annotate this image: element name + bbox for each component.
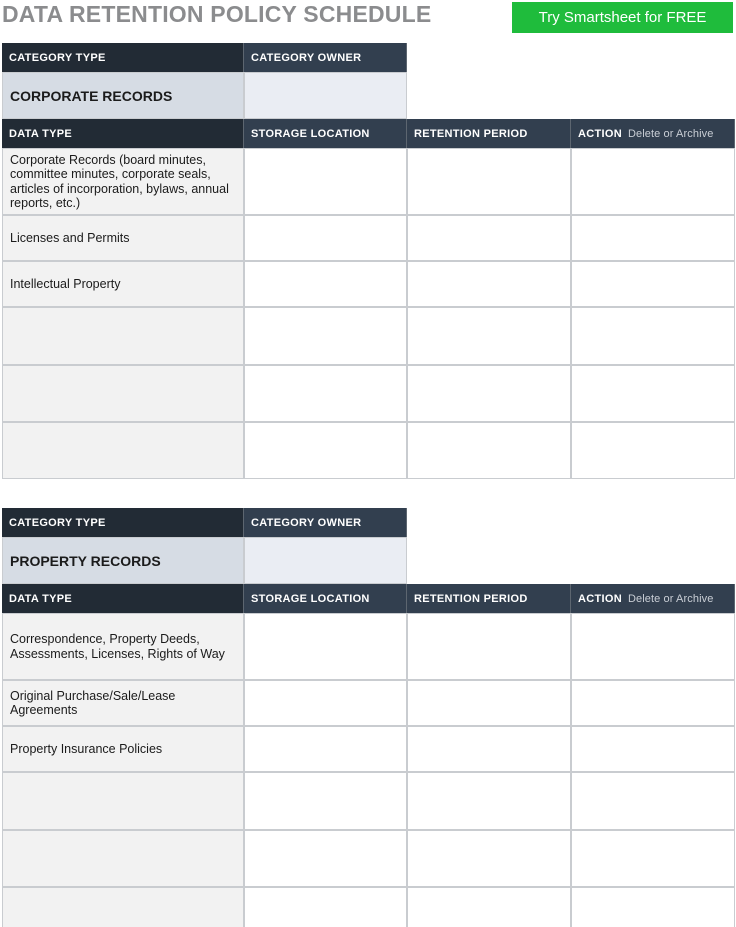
retention-period-cell[interactable] — [407, 680, 571, 726]
retention-period-cell[interactable] — [407, 726, 571, 772]
action-cell[interactable] — [571, 215, 735, 261]
retention-period-cell[interactable] — [407, 772, 571, 830]
data-type-header: DATA TYPE — [2, 119, 244, 148]
action-cell[interactable] — [571, 887, 735, 927]
section-property-records — [2, 508, 735, 927]
data-type-cell[interactable]: Correspondence, Property Deeds, Assessments, Licenses, Rights of Way — [2, 613, 244, 680]
action-cell[interactable] — [571, 613, 735, 680]
action-cell[interactable] — [571, 680, 735, 726]
data-type-cell[interactable] — [2, 887, 244, 927]
category-type-header: CATEGORY TYPE — [2, 508, 244, 537]
data-type-header: DATA TYPE — [2, 584, 244, 613]
storage-location-cell[interactable] — [244, 680, 407, 726]
retention-period-cell[interactable] — [407, 887, 571, 927]
data-type-cell[interactable] — [2, 772, 244, 830]
retention-period-cell[interactable] — [407, 613, 571, 680]
category-owner-header: CATEGORY OWNER — [244, 43, 407, 72]
storage-location-cell[interactable] — [244, 613, 407, 680]
data-type-cell[interactable] — [2, 365, 244, 422]
retention-period-cell[interactable] — [407, 148, 571, 215]
action-header — [571, 584, 735, 613]
category-owner-cell[interactable] — [244, 72, 407, 119]
action-cell[interactable] — [571, 422, 735, 479]
retention-period-cell[interactable] — [407, 307, 571, 365]
action-cell[interactable] — [571, 772, 735, 830]
category-name: CORPORATE RECORDS — [2, 72, 244, 119]
category-owner-cell[interactable] — [244, 537, 407, 584]
storage-location-cell[interactable] — [244, 772, 407, 830]
storage-location-cell[interactable] — [244, 365, 407, 422]
action-cell[interactable] — [571, 830, 735, 887]
retention-period-header: RETENTION PERIOD — [407, 584, 571, 613]
action-cell[interactable] — [571, 148, 735, 215]
storage-location-cell[interactable] — [244, 148, 407, 215]
action-header-label: ACTION — [578, 592, 622, 605]
action-header — [571, 119, 735, 148]
data-type-cell[interactable]: Property Insurance Policies — [2, 726, 244, 772]
storage-location-header: STORAGE LOCATION — [244, 119, 407, 148]
try-smartsheet-button[interactable]: Try Smartsheet for FREE — [512, 2, 733, 33]
action-cell[interactable] — [571, 365, 735, 422]
retention-period-header: RETENTION PERIOD — [407, 119, 571, 148]
storage-location-cell[interactable] — [244, 307, 407, 365]
category-owner-header: CATEGORY OWNER — [244, 508, 407, 537]
category-name: PROPERTY RECORDS — [2, 537, 244, 584]
action-cell[interactable] — [571, 261, 735, 307]
data-type-cell[interactable] — [2, 422, 244, 479]
data-type-cell[interactable]: Corporate Records (board minutes, committee minutes, corporate seals, articles of incorporation, bylaws, annual reports, etc.) — [2, 148, 244, 215]
storage-location-cell[interactable] — [244, 726, 407, 772]
data-type-cell[interactable] — [2, 830, 244, 887]
action-header-hint: Delete or Archive — [627, 127, 714, 140]
data-type-cell[interactable] — [2, 307, 244, 365]
section-corporate-records — [2, 43, 735, 473]
data-type-cell[interactable]: Licenses and Permits — [2, 215, 244, 261]
data-type-cell[interactable]: Original Purchase/Sale/Lease Agreements — [2, 680, 244, 726]
storage-location-cell[interactable] — [244, 261, 407, 307]
action-cell[interactable] — [571, 307, 735, 365]
data-type-cell[interactable]: Intellectual Property — [2, 261, 244, 307]
storage-location-cell[interactable] — [244, 830, 407, 887]
storage-location-cell[interactable] — [244, 887, 407, 927]
category-type-header: CATEGORY TYPE — [2, 43, 244, 72]
action-cell[interactable] — [571, 726, 735, 772]
retention-period-cell[interactable] — [407, 261, 571, 307]
retention-period-cell[interactable] — [407, 215, 571, 261]
retention-period-cell[interactable] — [407, 830, 571, 887]
storage-location-cell[interactable] — [244, 422, 407, 479]
retention-period-cell[interactable] — [407, 422, 571, 479]
retention-period-cell[interactable] — [407, 365, 571, 422]
action-header-hint: Delete or Archive — [627, 592, 714, 605]
action-header-label: ACTION — [578, 127, 622, 140]
storage-location-header: STORAGE LOCATION — [244, 584, 407, 613]
storage-location-cell[interactable] — [244, 215, 407, 261]
page-title: DATA RETENTION POLICY SCHEDULE — [2, 1, 432, 27]
